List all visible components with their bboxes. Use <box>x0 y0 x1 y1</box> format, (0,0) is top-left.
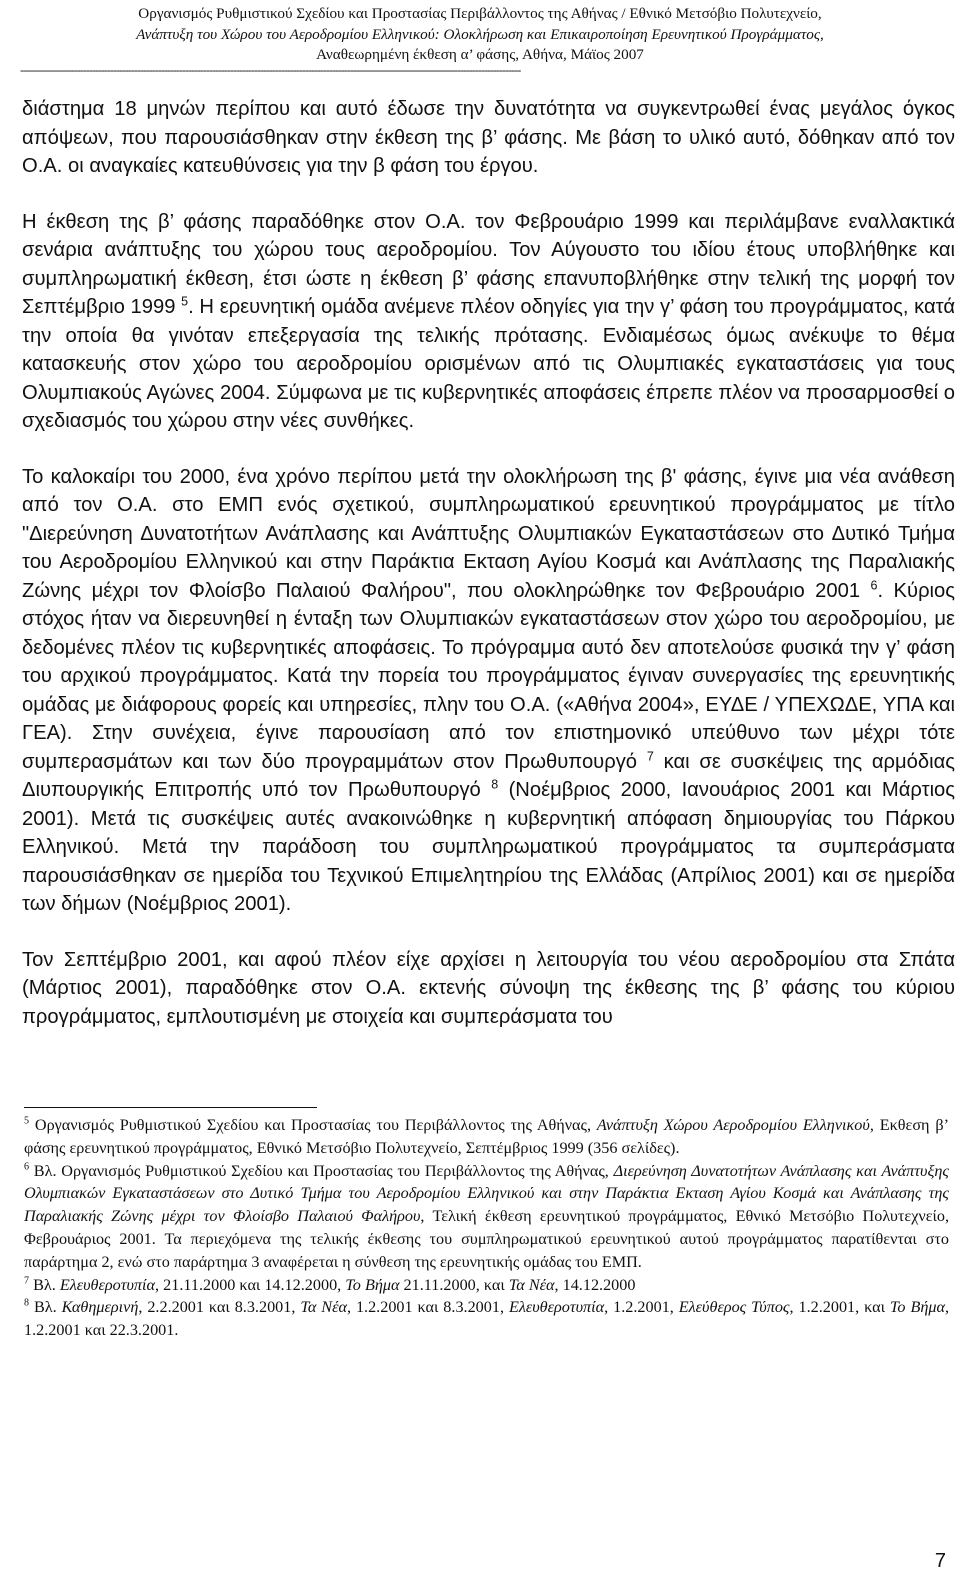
footnote-7: $^7$ Βλ. Ελευθεροτυπία, 21.11.2000 και 14.12.2000, Το Βήμα 21.11.2000, και Τα Νέα, 14.12.2000 <box>24 1275 636 1294</box>
footnotes <box>24 1114 949 1342</box>
footnote-separator <box>24 1107 317 1108</box>
paragraph-2: Η έκθεση της β’ φάσης παραδόθηκε στον Ο.Α. τον Φεβρουάριο 1999 και περιλάμβανε εναλλακτικά σενάρια ανάπτυξης του χώρου τους αεροδρομίου. Τον Αύγουστο του ιδίου έτους υποβλήθηκε και συμπληρωματική έκθεση, έτσι ώστε η έκθεση β’ φάσης επανυποβλήθηκε στην τελική της μορφή τον Σεπτέμβριο 1999 $^5$. Η ερευνητική ομάδα ανέμενε πλέον οδηγίες για την γ’ φάση του προγράμματος, κατά την οποία θα γινόταν επεξεργασία της τελικής πρότασης. Ενδιαμέσως όμως ανέκυψε το θέμα κατασκευής στον χώρο του αεροδρομίου ορισμένων από τις Ολυμπιακές εγκαταστάσεις για τους Ολυμπιακούς Αγώνες 2004. Σύμφωνα με τις κυβερνητικές αποφάσεις έπρεπε πλέον να προσαρμοσθεί ο σχεδιασμός του χώρου στην νέες συνθήκες. <box>22 210 955 432</box>
footnote-ref-5[interactable]: 5 <box>181 294 189 309</box>
paragraph-1: διάστημα 18 μηνών περίπου και αυτό έδωσε την δυνατότητα να συγκεντρωθεί ένας μεγάλος όγκος απόψεων, που παρουσιάσθηκαν στην έκθεση της β’ φάσης. Με βάση το υλικό αυτό, δόθηκαν από τον Ο.Α. οι αναγκαίες κατευθύνσεις για την β φάση του έργου. <box>22 98 955 177</box>
body-text <box>22 95 955 1031</box>
header-dash-rule: ----------------------------------------------------------------------------------------------------------------------------------------------------------------------- <box>20 64 521 76</box>
header-line-2: Ανάπτυξη του Χώρου του Αεροδρομίου Ελληνικού: Ολοκλήρωση και Επικαιροποίηση Ερευνητικού Προγράμματος, <box>136 25 824 43</box>
footnote-8: $^8$ Βλ. Καθημερινή, 2.2.2001 και 8.3.2001, Τα Νέα, 1.2.2001 και 8.3.2001, Ελευθεροτυπία, 1.2.2001, Ελεύθερος Τύπος, 1.2.2001, και Το Βήμα, 1.2.2001 και 22.3.2001. <box>24 1297 950 1340</box>
footnote-ref-8[interactable]: 8 <box>491 777 499 792</box>
footnote-ref-6[interactable]: 6 <box>870 577 878 592</box>
footnote-5: $^5$ Οργανισμός Ρυθμιστικού Σχεδίου και Προστασίας του Περιβάλλοντος της Αθήνας, Ανάπτυξη Χώρου Αεροδρομίου Ελληνικού, Εκθεση β’ φάσης ερευνητικού προγράμματος, Εθνικό Μετσόβιο Πολυτεχνείο, Σεπτέμβριος 1999 (356 σελίδες). <box>24 1115 950 1157</box>
paragraph-4: Τον Σεπτέμβριο 2001, και αφού πλέον είχε αρχίσει η λειτουργία του νέου αεροδρομίου στα Σπάτα (Μάρτιος 2001), παραδόθηκε στον Ο.Α. εκτενής σύνοψη της έκθεσης της β’ φάσης του κύριου προγράμματος, εμπλουτισμένη με στοιχεία και συμπεράσματα του <box>22 948 955 1028</box>
running-header <box>20 4 940 66</box>
footnote-ref-7[interactable]: 7 <box>646 748 654 763</box>
page-number: 7 <box>934 1550 946 1572</box>
footnote-6: $^6$ Βλ. Οργανισμός Ρυθμιστικού Σχεδίου και Προστασίας του Περιβάλλοντος της Αθήνας, Διερεύνηση Δυνατοτήτων Ανάπλασης και Ανάπτυξης Ολυμπιακών Εγκαταστάσεων στο Δυτικό Τμήμα του Αεροδρομίου Ελληνικού και στην Παράκτια Εκταση Αγίου Κοσμά και Ανάπλασης της Παραλιακής Ζώνης μέχρι τον Φλοίσβο Παλαιού Φαλήρου, Τελική έκθεση ερευνητικού προγράμματος, Εθνικό Μετσόβιο Πολυτεχνείο, Φεβρουάριος 2001. Τα περιεχόμενα της τελικής έκθεσης του συμπληρωματικού ερευνητικού αυτού προγράμματος παρατίθενται στο παράρτημα 2, ενώ στο παράρτημα 3 αναφέρεται η σύνθεση της ερευνητικής ομάδας του ΕΜΠ. <box>24 1161 949 1271</box>
header-line-1: Οργανισμός Ρυθμιστικού Σχεδίου και Προστασίας Περιβάλλοντος της Αθήνας / Εθνικό Μετσόβιο Πολυτεχνείο, <box>138 5 822 22</box>
header-line-3: Αναθεωρημένη έκθεση α’ φάσης, Αθήνα, Μάϊος 2007 <box>316 46 644 63</box>
paragraph-3: Το καλοκαίρι του 2000, ένα χρόνο περίπου μετά την ολοκλήρωση της β' φάσης, έγινε μια νέα ανάθεση από τον Ο.Α. στο ΕΜΠ ενός σχετικού, συμπληρωματικού ερευνητικού προγράμματος με τίτλο "Διερεύνηση Δυνατοτήτων Ανάπλασης και Ανάπτυξης Ολυμπιακών Εγκαταστάσεων στο Δυτικό Τμήμα του Αεροδρομίου Ελληνικού και στην Παράκτια Εκταση Αγίου Κοσμά και Ανάπλασης της Παραλιακής Ζώνης μέχρι τον Φλοίσβο Παλαιού Φαλήρου", που ολοκληρώθηκε τον Φεβρουάριο 2001 $^6$. Κύριος στόχος ήταν να διερευνηθεί η ένταξη των Ολυμπιακών εγκαταστάσεων στον χώρο του αεροδρομίου, με δεδομένες πλέον τις κυβερνητικές αποφάσεις. Το πρόγραμμα αυτό δεν αποτελούσε φυσικά την γ’ φάση του αρχικού προγράμματος. Κατά την πορεία του προγράμματος έγιναν συνεργασίες της ερευνητικής ομάδας με διάφορους φορείς και υπηρεσίες, πλην του Ο.Α. («Αθήνα 2004», ΕΥΔΕ / ΥΠΕΧΩΔΕ, ΥΠΑ και ΓΕΑ). Στην συνέχεια, έγινε παρουσίαση από τον επιστημονικό υπεύθυνο των μέχρι τότε συμπερασμάτων και των δύο προγραμμάτων στον Πρωθυπουργό $^7$ και σε συσκέψεις της αρμόδιας Διυπουργικής Επιτροπής υπό τον Πρωθυπουργό $^8$ (Νοέμβριος 2000, Ιανουάριος 2001 και Μάρτιος 2001). Μετά τις συσκέψεις αυτές ανακοινώθηκε η κυβερνητική απόφαση δημιουργίας του Πάρκου Ελληνικού. Μετά την παράδοση του συμπληρωματικού προγράμματος τα συμπεράσματα παρουσιάσθηκαν σε ημερίδα του Τεχνικού Επιμελητηρίου της Ελλάδας (Απρίλιος 2001) και σε ημερίδα των δήμων (Νοέμβριος 2001). <box>22 465 956 915</box>
